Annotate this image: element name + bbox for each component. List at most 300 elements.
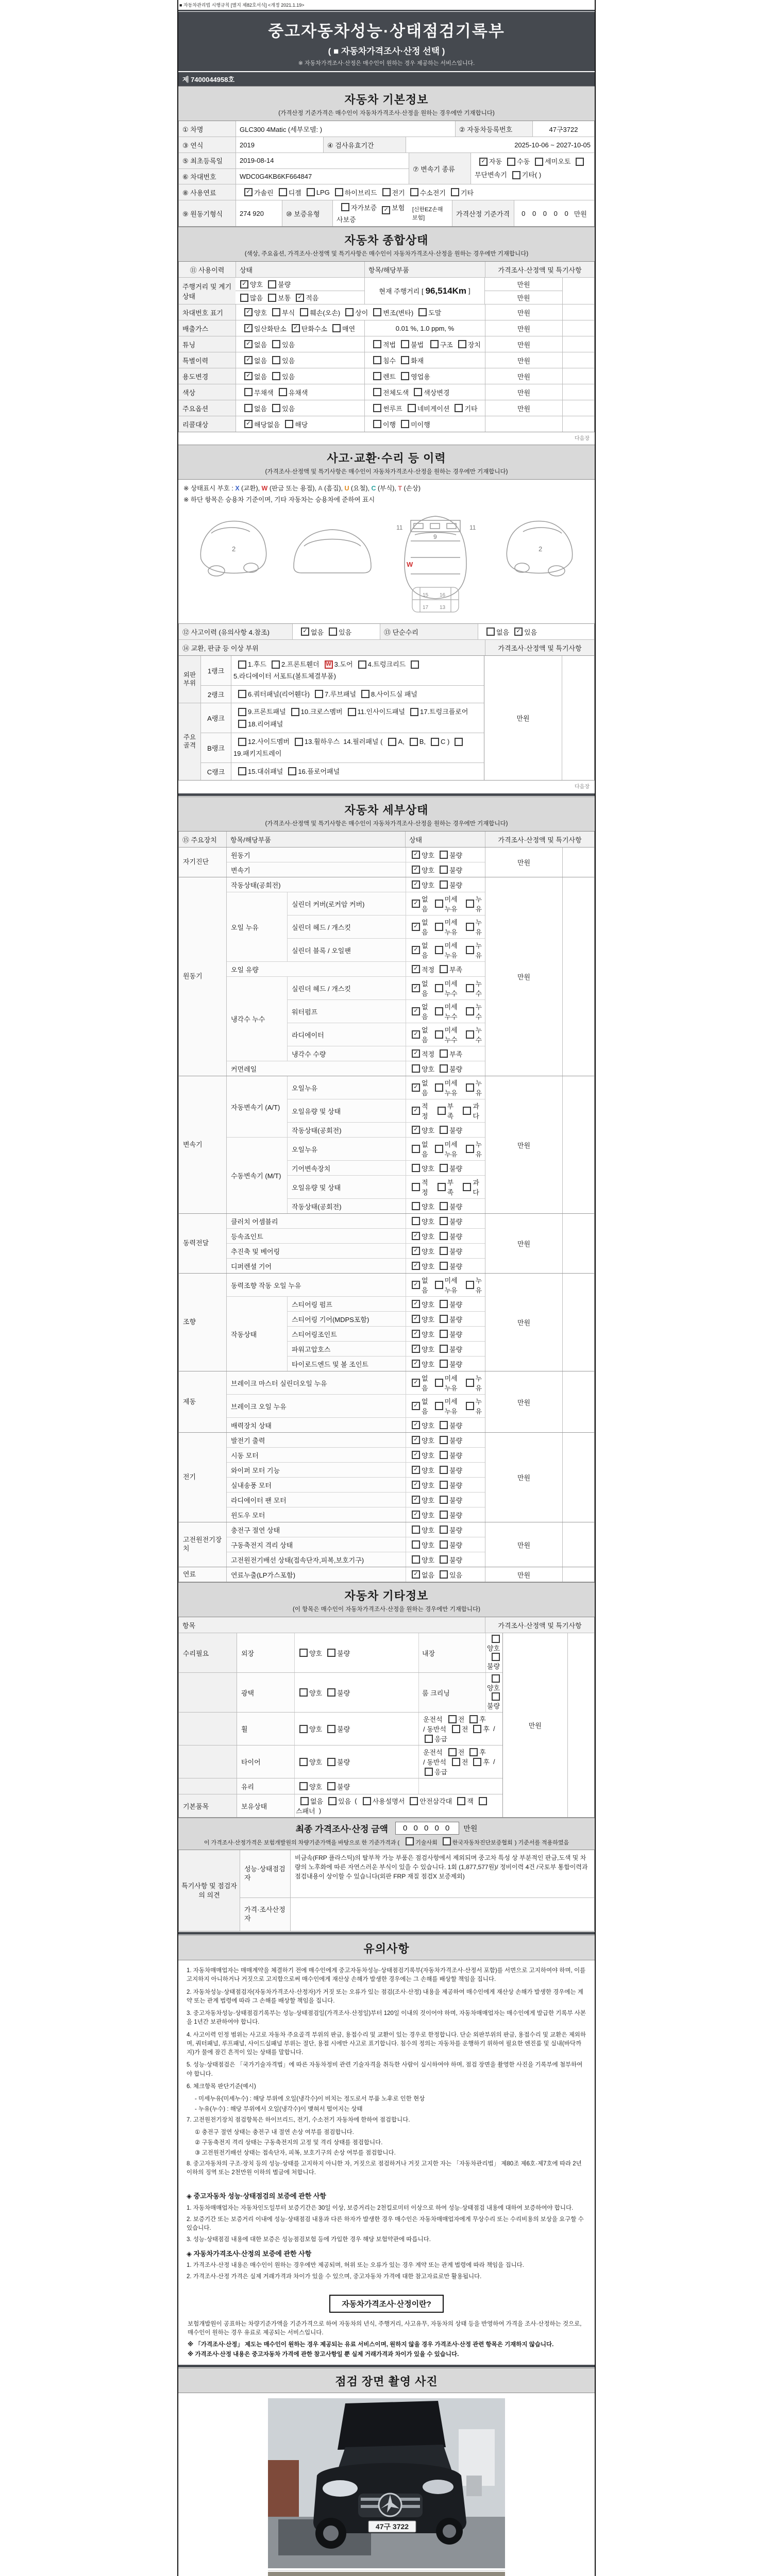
checkbox-label: 한국자동차진단보증협회 xyxy=(452,1840,513,1846)
engine-type-value: 274 920 xyxy=(236,200,282,226)
checkbox[interactable] xyxy=(412,1064,420,1073)
checkbox[interactable] xyxy=(440,1555,448,1564)
checkbox[interactable]: ✓ xyxy=(412,1315,420,1323)
detail-item-label: 등속죠인트 xyxy=(227,1229,406,1243)
options-exist-checks xyxy=(236,400,364,416)
checkbox[interactable]: ✓ xyxy=(412,1247,420,1255)
checkbox[interactable]: ✓ xyxy=(412,900,420,908)
checkbox[interactable] xyxy=(291,708,299,716)
checkbox[interactable]: ✓ xyxy=(244,188,253,196)
left-fields xyxy=(179,153,409,184)
checkbox[interactable]: ✓ xyxy=(244,308,253,316)
checkbox[interactable] xyxy=(327,1688,335,1697)
checkbox[interactable] xyxy=(410,738,418,746)
detail-row xyxy=(227,1462,485,1477)
checkbox[interactable] xyxy=(315,690,323,698)
checkbox[interactable] xyxy=(244,388,253,396)
state-code-legend: ※ 상태표시 부호 : X (교환), W (판금 또는 용접), A (흠집), U (요철), C (부식), T (손상) xyxy=(183,485,421,492)
checkbox[interactable] xyxy=(469,1748,478,1756)
checkbox[interactable]: ✓ xyxy=(412,1379,420,1387)
checkbox[interactable] xyxy=(440,1217,448,1225)
checkbox-label: 없음 xyxy=(422,1026,428,1044)
checkbox[interactable] xyxy=(238,738,246,746)
checkbox[interactable]: ✓ xyxy=(412,1030,420,1039)
divider xyxy=(178,10,595,11)
checkbox[interactable] xyxy=(440,1421,448,1429)
checkbox[interactable] xyxy=(435,984,443,992)
checkbox-label: 불량 xyxy=(337,1689,350,1697)
state-code-meaning: (부식), xyxy=(377,485,396,492)
checkbox[interactable] xyxy=(412,1217,420,1225)
checkbox[interactable] xyxy=(373,356,381,364)
checkbox[interactable] xyxy=(435,900,443,908)
state-code-letter: W xyxy=(260,485,270,492)
appraiser-opinion-text xyxy=(290,1898,594,1931)
checkbox-label: 미세누유 xyxy=(444,919,458,937)
checkbox[interactable]: ✓ xyxy=(412,1107,420,1115)
checkbox[interactable] xyxy=(492,1635,500,1643)
device-label: 동력전달 xyxy=(179,1214,226,1273)
emission-values: 0.01 %, 1.0 ppm, % xyxy=(364,320,485,336)
checkbox[interactable] xyxy=(466,1145,474,1153)
mileage-amount-checks xyxy=(236,291,364,304)
checkbox[interactable] xyxy=(373,372,381,380)
warranty-heading: ◈ 중고자동차 성능·상태점검의 보증에 관한 사항 xyxy=(187,2192,326,2200)
checkbox[interactable] xyxy=(327,1758,335,1766)
checkbox[interactable]: ✓ xyxy=(292,324,300,332)
checkbox[interactable]: ✓ xyxy=(412,866,420,874)
checkbox[interactable] xyxy=(272,356,280,364)
checkbox[interactable] xyxy=(435,1083,443,1092)
checkbox[interactable]: ✓ xyxy=(412,1466,420,1474)
detail-group-동력전달 xyxy=(179,1213,594,1273)
checkbox[interactable] xyxy=(440,1436,448,1444)
checkbox[interactable] xyxy=(363,1797,371,1805)
checkbox-label: 불량 xyxy=(337,1783,350,1791)
checkbox[interactable] xyxy=(466,1083,474,1092)
checkbox[interactable]: ✓ xyxy=(479,158,488,166)
checkbox[interactable] xyxy=(412,1183,420,1191)
checkbox[interactable] xyxy=(358,660,366,669)
checkbox[interactable] xyxy=(440,866,448,874)
checkbox[interactable] xyxy=(332,324,341,332)
section-notice-header: 유의사항 xyxy=(178,1935,595,1960)
checkbox-label: 상이 xyxy=(355,309,368,317)
checkbox[interactable] xyxy=(272,372,280,380)
checkbox[interactable] xyxy=(327,1649,335,1657)
checkbox[interactable] xyxy=(440,1126,448,1134)
checkbox[interactable] xyxy=(388,738,396,746)
checkbox[interactable] xyxy=(435,1281,443,1289)
checkbox-label: 적정 xyxy=(422,1103,428,1121)
checkbox-label: 이행 xyxy=(383,420,396,429)
photo-rear-view xyxy=(268,2572,505,2576)
special-kind-checks xyxy=(364,352,485,368)
checkbox[interactable]: ✓ xyxy=(412,1083,420,1092)
device-label: 전기 xyxy=(179,1433,226,1522)
checkbox-label: 양호 xyxy=(250,281,263,289)
detail-status-checks xyxy=(406,939,485,961)
checkbox[interactable] xyxy=(440,1451,448,1459)
checkbox[interactable] xyxy=(440,1300,448,1308)
checkbox[interactable] xyxy=(299,1725,308,1733)
checkbox[interactable]: ✓ xyxy=(412,1511,420,1519)
checkbox[interactable] xyxy=(466,984,474,992)
checkbox[interactable]: ✓ xyxy=(240,280,248,289)
checkbox[interactable]: ✓ xyxy=(412,1451,420,1459)
checkbox[interactable]: ✓ xyxy=(412,1421,420,1429)
detail-group-변속기 xyxy=(179,1076,594,1213)
checkbox[interactable] xyxy=(414,388,422,396)
checkbox[interactable] xyxy=(373,404,381,412)
checkbox[interactable] xyxy=(410,708,418,716)
checkbox[interactable] xyxy=(492,1692,500,1701)
checkbox[interactable]: ✓ xyxy=(412,984,420,992)
checkbox[interactable] xyxy=(299,1688,308,1697)
checkbox[interactable] xyxy=(295,738,303,746)
checkbox[interactable] xyxy=(448,1715,457,1723)
checkbox[interactable]: ✓ xyxy=(412,1345,420,1353)
checkbox[interactable] xyxy=(299,1782,308,1790)
checkbox[interactable] xyxy=(458,340,466,348)
checkbox[interactable] xyxy=(463,1183,471,1191)
checkbox[interactable] xyxy=(238,708,246,716)
checkbox[interactable] xyxy=(272,404,280,412)
checkbox[interactable] xyxy=(466,1030,474,1039)
checkbox-label: 적법 xyxy=(383,341,396,349)
checkbox[interactable] xyxy=(492,1653,500,1661)
panel-mark-checkbox[interactable]: W xyxy=(325,660,333,669)
checkbox[interactable] xyxy=(463,1107,471,1115)
checkbox[interactable] xyxy=(430,340,439,348)
checkbox[interactable] xyxy=(435,1402,443,1410)
checkbox[interactable]: ✓ xyxy=(412,1232,420,1240)
checkbox[interactable] xyxy=(473,1725,481,1733)
checkbox[interactable] xyxy=(435,923,443,931)
checkbox-label: 세미오토 xyxy=(545,158,571,165)
checkbox-label: 양호 xyxy=(309,1725,323,1734)
checkbox[interactable] xyxy=(492,1674,500,1683)
checkbox[interactable] xyxy=(410,1797,418,1805)
checkbox[interactable] xyxy=(440,1049,448,1058)
checkbox[interactable]: ✓ xyxy=(412,1049,420,1058)
checkbox[interactable] xyxy=(438,1183,446,1191)
checkbox[interactable]: ✓ xyxy=(244,372,253,380)
svg-text:47구 3722: 47구 3722 xyxy=(375,2522,409,2531)
checkbox[interactable] xyxy=(440,1262,448,1270)
inspector-opinion-text: 비금속(FRP 플라스틱)의 탈부착 가능 부품은 점검사항에서 제외되며 중고차 특성 상 부분적인 판금,도색 및 차량의 노후화에 따른 자연스러운 부식이 있을 수 있습니다. 1회 (1,877,577원)/ 정비이력 4건 /국토부 통합이력과 점검내용이 상이할 수 있습니다(외판 FRP 재질 점검X 보증제외) xyxy=(290,1850,594,1897)
checkbox[interactable] xyxy=(412,1526,420,1534)
checkbox[interactable] xyxy=(240,294,248,302)
checkbox[interactable]: ✓ xyxy=(412,1402,420,1410)
checkbox[interactable]: ✓ xyxy=(412,1481,420,1489)
checkbox[interactable] xyxy=(272,660,280,669)
checkbox[interactable] xyxy=(473,1758,481,1766)
checkbox[interactable]: ✓ xyxy=(412,1436,420,1444)
checkbox[interactable] xyxy=(440,880,448,889)
detail-item-label: 작동상태(공회전) xyxy=(287,1123,406,1137)
detail-status-checks xyxy=(406,1448,485,1462)
detail-row xyxy=(287,1341,485,1356)
warranty-item: 2. 보증기간 또는 보증거리 이내에 성능·상태점검 내용과 다른 하자가 발생한 경우 매수인은 자동차매매업자에게 무상수리 또는 수리비용의 보상을 요구할 수 있습니다. xyxy=(187,2216,584,2232)
final-price-band: 최종 가격조사·산정 금액 0 0 0 0 0 만원 이 가격조사·산정가격은 보험개발원의 차량기준가액을 바탕으로 한 기준가격과 ( 기술사회 한국자동차진단보증협회 ) 기준서를 적용하였음 xyxy=(178,1818,595,1850)
checkbox[interactable] xyxy=(279,188,287,196)
checkbox[interactable] xyxy=(348,708,356,716)
checkbox[interactable] xyxy=(238,690,246,698)
detail-item-label: 클러치 어셈블리 xyxy=(227,1214,406,1228)
checkbox[interactable] xyxy=(300,1797,309,1805)
checkbox[interactable] xyxy=(328,1797,337,1805)
checkbox[interactable] xyxy=(327,1782,335,1790)
checkbox[interactable] xyxy=(535,158,543,166)
checkbox[interactable] xyxy=(401,372,409,380)
checkbox[interactable] xyxy=(466,923,474,931)
checkbox-label: 양호 xyxy=(422,1330,435,1338)
checkbox-label: A, xyxy=(398,737,405,745)
checkbox[interactable] xyxy=(507,158,515,166)
checkbox[interactable]: ✓ xyxy=(412,880,420,889)
checkbox[interactable] xyxy=(307,188,315,196)
vehicle-name-value: GLC300 4Matic (세부모델: ) xyxy=(236,121,455,137)
checkbox[interactable] xyxy=(431,738,439,746)
checkbox-label: LPG xyxy=(316,188,330,196)
checkbox[interactable] xyxy=(435,1030,443,1039)
checkbox[interactable] xyxy=(435,1007,443,1015)
checkbox[interactable] xyxy=(329,628,337,636)
checkbox[interactable] xyxy=(440,1540,448,1549)
checkbox-label: 응급 xyxy=(434,1735,448,1743)
checkbox[interactable] xyxy=(466,1281,474,1289)
checkbox[interactable] xyxy=(373,388,381,396)
checkbox[interactable] xyxy=(238,660,246,669)
basic-items-label: 기본품목 xyxy=(179,1794,237,1817)
checkbox[interactable] xyxy=(440,1466,448,1474)
checkbox[interactable] xyxy=(440,1164,448,1172)
detail-status-checks xyxy=(406,1327,485,1341)
checkbox-label: 18.리어패널 xyxy=(248,720,283,728)
field-label: ⑧ 사용연료 xyxy=(179,184,236,200)
checkbox[interactable] xyxy=(512,171,520,179)
detail-status-checks xyxy=(406,1522,485,1537)
rankA-items xyxy=(231,703,484,733)
checkbox-label: 양호 xyxy=(254,309,267,317)
checkbox[interactable] xyxy=(361,690,369,698)
checkbox[interactable] xyxy=(440,1315,448,1323)
checkbox[interactable] xyxy=(466,946,474,954)
checkbox-label: 불량 xyxy=(449,1421,463,1430)
checkbox-label: 양호 xyxy=(422,1300,435,1309)
checkbox[interactable] xyxy=(455,738,463,746)
checkbox[interactable] xyxy=(438,1107,446,1115)
checkbox[interactable] xyxy=(268,280,276,289)
checkbox[interactable] xyxy=(373,420,381,428)
checkbox-label: 3.도어 xyxy=(334,660,353,668)
checkbox[interactable]: ✓ xyxy=(382,206,390,214)
checkbox[interactable] xyxy=(486,628,495,636)
checkbox[interactable] xyxy=(411,660,419,669)
checkbox[interactable] xyxy=(408,404,416,412)
other-item-checks2 xyxy=(485,1633,502,1672)
checkbox[interactable]: ✓ xyxy=(412,851,420,859)
detail-status-checks xyxy=(406,977,485,999)
checkbox[interactable] xyxy=(418,308,427,316)
checkbox[interactable] xyxy=(435,1379,443,1387)
checkbox[interactable] xyxy=(440,1570,448,1579)
checkbox[interactable]: ✓ xyxy=(412,1360,420,1368)
checkbox-label: 불량 xyxy=(449,1247,463,1256)
checkbox[interactable] xyxy=(448,1748,457,1756)
checkbox-label: 불량 xyxy=(337,1649,350,1657)
checkbox[interactable] xyxy=(238,720,246,728)
checkbox[interactable] xyxy=(335,188,343,196)
checkbox[interactable] xyxy=(406,1837,414,1845)
checkbox[interactable] xyxy=(576,158,584,166)
checkbox[interactable] xyxy=(373,308,381,316)
checkbox[interactable] xyxy=(279,388,287,396)
checkbox[interactable] xyxy=(382,188,391,196)
checkbox[interactable] xyxy=(401,356,409,364)
checkbox[interactable] xyxy=(401,420,409,428)
detail-item-label: 디퍼렌셜 기어 xyxy=(227,1259,406,1273)
checkbox[interactable] xyxy=(288,767,296,775)
checkbox[interactable]: ✓ xyxy=(412,923,420,931)
final-price-label: 최종 가격조사·산정 금액 xyxy=(295,1824,388,1835)
detail-status-checks xyxy=(406,1357,485,1371)
detail-status-checks xyxy=(406,1046,485,1061)
checkbox[interactable] xyxy=(440,1247,448,1255)
checkbox[interactable]: ✓ xyxy=(412,946,420,954)
other-item-checks xyxy=(294,1745,418,1778)
checkbox[interactable] xyxy=(425,1768,433,1776)
checkbox[interactable] xyxy=(440,1232,448,1240)
simple-repair-checks xyxy=(478,624,594,639)
checkbox[interactable]: ✓ xyxy=(412,1570,420,1579)
checkbox[interactable]: ✓ xyxy=(296,294,304,302)
notice-line: 8. 중고자동차의 구조·장치 등의 성능·상태를 고지하지 아니한 자, 거짓으로 점검하거나 거짓 고지한 자는 「자동차관리법」 제80조 제6호·제7호에 따라 2년 이하의 징역 또는 2천만원 이하의 벌금에 처합니다. xyxy=(187,2160,582,2176)
warranty-item: 2. 가격조사·산정 가격은 실제 거래가격과 차이가 있을 수 있으며, 중고자동차 가격에 대한 참고자료로만 활용됩니다. xyxy=(187,2274,482,2280)
checkbox[interactable]: ✓ xyxy=(412,1126,420,1134)
checkbox-label: 없음 xyxy=(496,628,510,636)
checkbox[interactable]: ✓ xyxy=(514,628,523,636)
checkbox[interactable]: ✓ xyxy=(244,356,253,364)
checkbox-label: 미세누유 xyxy=(444,1375,458,1393)
checkbox[interactable]: ✓ xyxy=(301,628,309,636)
checkbox[interactable] xyxy=(373,340,381,348)
checkbox[interactable] xyxy=(443,1837,451,1845)
detail-notes-cell xyxy=(562,1567,594,1582)
checkbox-label: 전 xyxy=(458,1749,465,1757)
checkbox[interactable]: ✓ xyxy=(412,965,420,973)
checkbox[interactable] xyxy=(401,340,409,348)
checkbox[interactable] xyxy=(455,404,463,412)
checkbox[interactable] xyxy=(479,1797,487,1805)
checkbox[interactable]: ✓ xyxy=(244,420,253,428)
checkbox[interactable] xyxy=(452,1725,460,1733)
checkbox[interactable] xyxy=(451,188,459,196)
checkbox[interactable] xyxy=(440,1330,448,1338)
checkbox[interactable] xyxy=(345,308,354,316)
checkbox[interactable] xyxy=(440,1202,448,1210)
checkbox[interactable] xyxy=(466,900,474,908)
warranty-item: 1. 가격조사·산정 내용은 매수인이 원하는 경우에만 제공되며, 허위 또는 오류가 있는 경우 계약 또는 관계 법령에 따라 책임을 집니다. xyxy=(187,2262,524,2269)
checkbox-label: 침수 xyxy=(383,357,396,365)
checkbox[interactable] xyxy=(440,1345,448,1353)
checkbox[interactable]: ✓ xyxy=(412,1300,420,1308)
checkbox[interactable] xyxy=(341,203,349,211)
detail-subgroup xyxy=(227,976,485,1061)
checkbox[interactable]: ✓ xyxy=(412,1281,420,1289)
checkbox[interactable] xyxy=(285,420,293,428)
checkbox[interactable] xyxy=(466,1379,474,1387)
checkbox[interactable] xyxy=(327,1725,335,1733)
checkbox[interactable] xyxy=(469,1715,478,1723)
checkbox[interactable]: ✓ xyxy=(412,1330,420,1338)
checkbox[interactable] xyxy=(412,1540,420,1549)
warranty-heading: ◈ 자동차가격조사·산정의 보증에 관한 사항 xyxy=(187,2249,312,2258)
checkbox-label: 불량 xyxy=(337,1758,350,1767)
checkbox[interactable] xyxy=(299,1649,308,1657)
checkbox-label: 과다 xyxy=(473,1179,479,1197)
checkbox-label: 불량 xyxy=(449,1556,463,1564)
checkbox[interactable] xyxy=(452,1758,460,1766)
checkbox[interactable] xyxy=(410,188,418,196)
checkbox-label: 양호 xyxy=(422,1466,435,1475)
checkbox[interactable] xyxy=(457,1797,465,1805)
detail-item-label: 발전기 출력 xyxy=(227,1433,406,1447)
checkbox[interactable]: ✓ xyxy=(412,1496,420,1504)
checkbox[interactable] xyxy=(440,1511,448,1519)
checkbox[interactable] xyxy=(466,1402,474,1410)
checkbox[interactable] xyxy=(435,946,443,954)
checkbox[interactable] xyxy=(300,308,308,316)
checkbox[interactable] xyxy=(440,965,448,973)
checkbox[interactable] xyxy=(435,1145,443,1153)
checkbox[interactable] xyxy=(440,1526,448,1534)
checkbox[interactable]: ✓ xyxy=(412,1262,420,1270)
checkbox[interactable] xyxy=(412,1202,420,1210)
detail-status-checks xyxy=(406,1199,485,1213)
checkbox[interactable] xyxy=(425,1735,433,1743)
outer-panel-group: 외판부위 1랭크 1.후드 2.프론트휀더 W 3.도어 4.트렁크리드 5.라디에이터 서포트(볼트체결부품) 2랭크 6.쿼터패널(리어휀다) 7.루브패널 8.사이드실 패널 xyxy=(179,656,484,703)
checkbox[interactable] xyxy=(412,1164,420,1172)
checkbox[interactable] xyxy=(466,1007,474,1015)
checkbox[interactable]: ✓ xyxy=(412,1007,420,1015)
checkbox[interactable] xyxy=(272,308,280,316)
detail-subgroup-label: 오일 누유 xyxy=(227,892,287,961)
checkbox[interactable]: ✓ xyxy=(244,324,253,332)
checkbox[interactable] xyxy=(272,340,280,348)
checkbox[interactable] xyxy=(440,1481,448,1489)
checkbox[interactable] xyxy=(412,1555,420,1564)
checkbox[interactable]: ✓ xyxy=(244,340,253,348)
checkbox-label: 11.인사이드패널 xyxy=(357,708,405,716)
checkbox-label: 양호 xyxy=(422,1481,435,1489)
checkbox[interactable] xyxy=(299,1758,308,1766)
checkbox[interactable] xyxy=(244,404,253,412)
panel-section-header: ⑭ 교환, 판금 등 이상 부위 xyxy=(179,640,485,655)
checkbox[interactable] xyxy=(440,1496,448,1504)
check-group-text: / 동반석 xyxy=(423,1758,446,1767)
checkbox[interactable] xyxy=(412,1145,420,1153)
detail-row xyxy=(227,1552,485,1567)
checkbox[interactable] xyxy=(268,294,276,302)
detail-row xyxy=(287,892,485,915)
checkbox[interactable] xyxy=(440,851,448,859)
checkbox[interactable] xyxy=(440,1360,448,1368)
checkbox[interactable] xyxy=(440,1064,448,1073)
checkbox-label: 없음 xyxy=(422,1375,428,1393)
checkbox[interactable] xyxy=(238,767,246,775)
